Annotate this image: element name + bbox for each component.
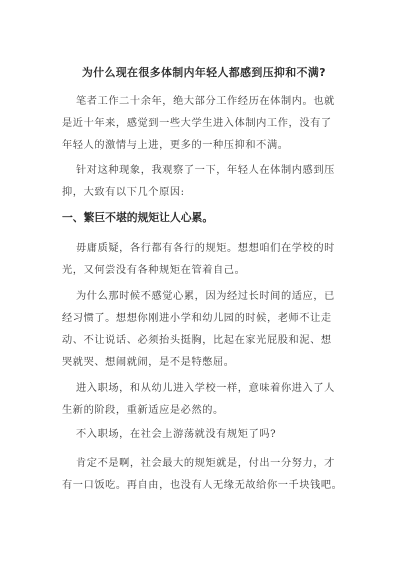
paragraph-line: 不入职场，在社会上游荡就没有规矩了吗?: [76, 429, 277, 440]
paragraph-line: 肯定不是啊，社会最大的规矩就是，付出一分努力，才: [76, 458, 335, 469]
paragraph-line: 毋庸质疑，各行都有各行的规矩。想想咱们在学校的时: [76, 243, 335, 254]
paragraph-question: [62, 424, 354, 446]
paragraph-answer: [62, 453, 354, 497]
paragraph-line: 为什么那时候不感觉心累，因为经过长时间的适应，已: [76, 291, 335, 302]
paragraph-workplace: [62, 378, 354, 422]
section-heading: 一、繁巨不堪的规矩让人心累。: [62, 211, 214, 224]
paragraph-line: 针对这种现象，我观察了一下，年轻人在体制内感到压: [76, 165, 335, 176]
paragraph-line: 有一口饭吃。再自由，也没有人无缘无故给你一千块钱吧。: [62, 480, 343, 491]
paragraph-rules: [62, 238, 354, 282]
paragraph-line: 年轻人的激情与上进，更多的一种压抑和不满。: [62, 140, 289, 151]
paragraph-line: 经习惯了。想想你刚进小学和幼儿园的时候，老师不让走: [62, 313, 332, 324]
paragraph-line: 光，又何尝没有各种规矩在管着自己。: [62, 265, 246, 276]
paragraph-observation: [62, 160, 354, 204]
paragraph-line: 进入职场，和从幼儿进入学校一样，意味着你进入了人: [76, 383, 335, 394]
document-title: 为什么现在很多体制内年轻人都感到压抑和不满?: [82, 66, 326, 79]
paragraph-line: 哭就哭、想闹就闹，是不是特憋屈。: [62, 357, 235, 368]
paragraph-line: 是近十年来，感觉到一些大学生进入体制内工作，没有了: [62, 118, 332, 129]
paragraph-line: 动、不让说话、必须抬头挺胸，比起在家光屁股和泥、想: [62, 335, 332, 346]
paragraph-line: 笔者工作二十余年，绝大部分工作经历在体制内。也就: [76, 96, 335, 107]
paragraph-childhood: [62, 286, 354, 374]
paragraph-line: 生新的阶段，重新适应是必然的。: [62, 405, 224, 416]
paragraph-line: 抑，大致有以下几个原因:: [62, 187, 185, 198]
paragraph-intro: [62, 91, 354, 157]
